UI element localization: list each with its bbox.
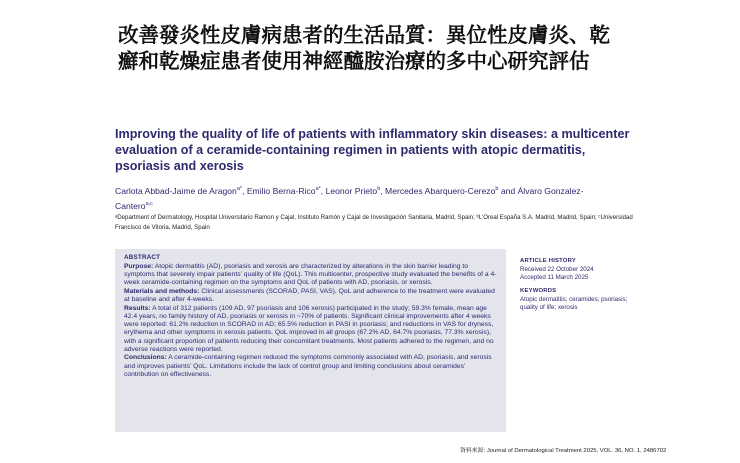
author-affiliation-marker: a* bbox=[315, 186, 321, 192]
affiliations: ᵃDepartment of Dermatology, Hospital Universitario Ramon y Cajal, Instituto Ramón y Cajal de Investigación Sanitaria, Madrid, Spain; ᵇL’Oreal España S.A. Madrid, Madrid, Spain; ᶜUniversidad Francisco de Vitoria, Madrid, Spain bbox=[115, 214, 633, 231]
author-name: Leonor Prieto bbox=[325, 185, 378, 196]
author-name: Álvaro Gonzalez-Cantero bbox=[115, 185, 584, 211]
keywords-text: Atopic dermatitis; ceramides; psoriasis; quality of life; xerosis bbox=[520, 296, 628, 311]
article-history bbox=[520, 258, 645, 281]
abstract-methods bbox=[124, 288, 500, 304]
purpose-text: Atopic dermatitis (AD), psoriasis and xerosis are characterized by alterations in the skin barrier leading to symptoms that severely impair patients’ quality of life (QoL). This multicenter, prospective study evaluated the benefits of a 4-week ceramide-containing regimen on the symptoms and QoL of patients with AD, psoriasis, or xerosis. bbox=[124, 263, 497, 287]
methods-text: Clinical assessments (SCORAD, PASI, VAS), QoL and adherence to the treatment were evaluated at baseline and after 4-weeks. bbox=[124, 288, 495, 304]
author-name: Mercedes Abarquero-Cerezo bbox=[385, 185, 496, 196]
article-title: Improving the quality of life of patients with inflammatory skin diseases: a multicenter evaluation of a ceramide-containing regimen in patients with atopic dermatitis, psoriasis and xerosis bbox=[115, 127, 630, 173]
abstract-conclusions bbox=[124, 354, 500, 378]
keywords-block bbox=[520, 288, 645, 311]
author-affiliation-marker: a,c bbox=[145, 200, 153, 207]
author-list: Carlota Abbad-Jaime de Aragon$^{a*}$, Emilio Berna-Rico$^{a*}$, Leonor Prieto$^b$, Mercedes Abarquero-Cerezo$^b$ and Álvaro Gonzalez-Cantero$^{a,c}$ bbox=[115, 185, 584, 211]
abstract-purpose bbox=[124, 263, 500, 287]
results-text: A total of 312 patients (109 AD, 97 psoriasis and 106 xerosis) participated in the study; 59.3% female, mean age 42.4 years, no family history of AD, psoriasis or xerosis in ~70% of patients. Significant clinical improvements after 4 weeks were reported: 61.2% reduction in SCORAD in AD; 65.5% reduction in PASI in psoriasis; and reductions in VAS for dryness, erythema and other symptoms in xerosis patients. QoL improved in all groups (67.2% AD, 64.7% psoriasis, 77.3% xerosis), with a significant proportion of patients reducing their concomitant treatments. Most patients adhered to the regimen, and no adverse reactions were reported. bbox=[124, 304, 494, 353]
methods-label: Materials and methods: bbox=[124, 288, 200, 296]
source-citation: 資料來源: Journal of Dermatological Treatment 2025, VOL. 36, NO. 1, 2486702 bbox=[460, 448, 667, 454]
author-affiliation-marker: b bbox=[377, 186, 381, 192]
abstract-heading: ABSTRACT bbox=[124, 254, 161, 261]
author-affiliation-marker: a* bbox=[236, 186, 243, 192]
author-affiliation-marker: b bbox=[495, 186, 499, 192]
results-label: Results: bbox=[124, 304, 151, 312]
abstract-box bbox=[115, 249, 506, 432]
keywords-heading: KEYWORDS bbox=[520, 288, 557, 295]
conclusions-label: Conclusions: bbox=[124, 354, 167, 362]
abstract-results bbox=[124, 305, 500, 354]
article-history-heading: ARTICLE HISTORY bbox=[520, 258, 577, 264]
author-name: Emilio Berna-Rico bbox=[246, 185, 316, 196]
purpose-label: Purpose: bbox=[124, 263, 154, 271]
author-name: Carlota Abbad-Jaime de Aragon bbox=[115, 185, 237, 196]
chinese-title: 改善發炎性皮膚病患者的生活品質：異位性皮膚炎、乾癬和乾燥症患者使用神經醯胺治療的多中心研究評估 bbox=[118, 23, 610, 73]
received-date: Received 22 October 2024 bbox=[520, 265, 594, 273]
accepted-date: Accepted 11 March 2025 bbox=[520, 273, 589, 281]
conclusions-text: A ceramide-containing regimen reduced the symptoms commonly associated with AD, psoriasis, and xerosis and improves patients’ QoL. Limitations include the lack of control group and limiting conclusions about ceramides’ contribution on effectiveness. bbox=[124, 354, 492, 378]
side-column bbox=[520, 258, 645, 319]
